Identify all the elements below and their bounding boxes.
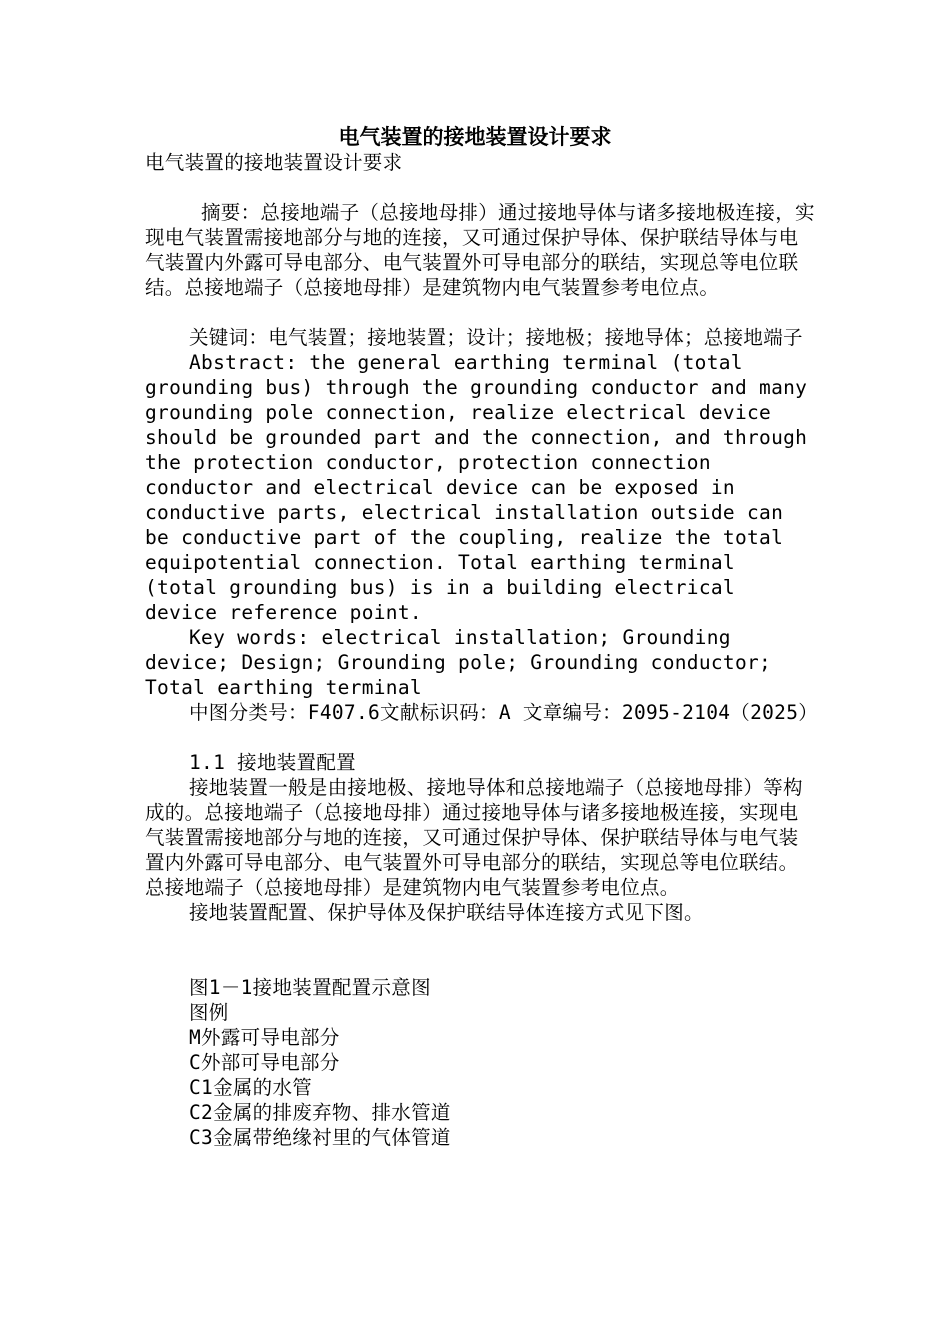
document-title: 电气装置的接地装置设计要求 <box>338 124 612 149</box>
keywords-en: Key words: electrical installation; Grounding device; Design; Grounding pole; Grounding conductor; Total earthing terminal <box>145 626 772 699</box>
abstract-cn: 摘要：总接地端子（总接地母排）通过接地导体与诸多接地极连接，实现电气装置需接地部分与地的连接，又可通过保护导体、保护联结导体与电气装置内外露可导电部分、电气装置外可导电部分的联结，实现总等电位联结。总接地端子（总接地母排）是建筑物内电气装置参考电位点。 <box>145 201 815 299</box>
figure-caption: 图1－1接地装置配置示意图 <box>189 976 431 999</box>
document-subtitle: 电气装置的接地装置设计要求 <box>145 151 403 174</box>
legend-item: C外部可导电部分 <box>189 1051 340 1074</box>
legend-title: 图例 <box>189 1001 229 1024</box>
section-heading: 1.1 接地装置配置 <box>189 751 356 774</box>
classification-line: 中图分类号：F407.6文献标识码：A 文章编号：2095-2104（2025） <box>189 701 819 724</box>
document-body <box>145 150 819 1150</box>
keywords-cn: 关键词：电气装置；接地装置；设计；接地极；接地导体；总接地端子 <box>189 326 803 349</box>
legend-item: C1金属的水管 <box>189 1076 313 1099</box>
legend-item: M外露可导电部分 <box>189 1026 340 1049</box>
legend-item: C3金属带绝缘衬里的气体管道 <box>189 1126 451 1149</box>
section-paragraph-2: 接地装置配置、保护导体及保护联结导体连接方式见下图。 <box>189 901 704 924</box>
legend-item: C2金属的排废弃物、排水管道 <box>189 1101 451 1124</box>
section-paragraph-1: 接地装置一般是由接地极、接地导体和总接地端子（总接地母排）等构成的。总接地端子（总接地母排）通过接地导体与诸多接地极连接，实现电气装置需接地部分与地的连接，又可通过保护导体、保护联结导体与电气装置内外露可导电部分、电气装置外可导电部分的联结，实现总等电位联结。总接地端子（总接地母排）是建筑物内电气装置参考电位点。 <box>145 776 803 899</box>
abstract-en: Abstract: the general earthing terminal (total grounding bus) through the grounding conductor and many grounding pole connection, realize electrical device should be grounded part and the connection, and through the protection conductor, protection connection conductor and electrical device can be exposed in conductive parts, electrical installation outside can be conductive part of the coupling, realize the total equipotential connection. Total earthing terminal (total grounding bus) is in a building electrical device reference point. <box>145 351 808 624</box>
